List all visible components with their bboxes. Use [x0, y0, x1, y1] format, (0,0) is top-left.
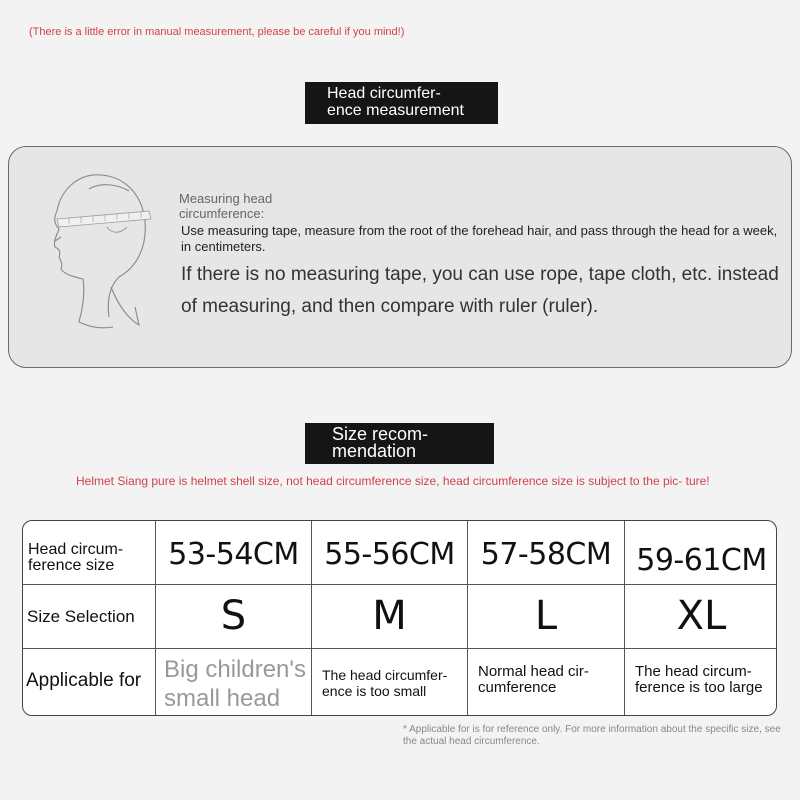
table-cell — [467, 521, 624, 584]
applicable-text: Big children's small head — [164, 656, 306, 712]
applicable-text: Normal head cir- cumference — [478, 663, 589, 696]
applicable-text: The head circum- ference is too large — [635, 663, 763, 696]
table-cell — [467, 649, 624, 716]
table-row — [23, 648, 776, 716]
table-cell — [624, 649, 777, 716]
size-letter: XL — [676, 593, 727, 639]
table-row — [23, 584, 776, 649]
footnote: * Applicable for is for reference only. For more information about the specific size, see the actual head circumference. — [403, 724, 781, 747]
table-cell — [467, 585, 624, 649]
banner-line: mendation — [332, 441, 417, 461]
size-section-banner — [305, 423, 494, 464]
table-cell — [311, 521, 467, 584]
head-range: 55-56CM — [324, 537, 455, 572]
table-cell — [155, 585, 311, 649]
row-label: Head circum- ference size — [28, 541, 124, 574]
table-cell — [23, 585, 155, 649]
size-letter: M — [372, 593, 407, 639]
table-row — [23, 521, 776, 584]
row-label: Applicable for — [26, 670, 142, 691]
row-label: Size Selection — [27, 607, 135, 626]
measurement-section-banner — [305, 82, 498, 124]
measure-title-line: circumference: — [179, 206, 265, 221]
head-range: 57-58CM — [480, 537, 612, 572]
measure-title-line: Measuring head — [179, 191, 273, 206]
applicable-text: The head circumfer- ence is too small — [322, 667, 448, 699]
table-cell — [311, 649, 467, 716]
banner-line: Head circumfer- — [327, 85, 441, 102]
table-cell — [23, 649, 155, 716]
head-range: 53-54CM — [168, 537, 299, 572]
size-letter: L — [534, 593, 558, 639]
size-note: Helmet Siang pure is helmet shell size, not head circumference size, head circumference size is subject to the pic- ture! — [76, 474, 710, 488]
table-cell — [155, 649, 311, 716]
banner-line: ence measurement — [327, 102, 464, 119]
table-cell — [23, 521, 155, 584]
table-cell — [311, 585, 467, 649]
table-cell — [624, 521, 777, 584]
size-letter: S — [220, 593, 247, 639]
measure-alternative: If there is no measuring tape, you can use rope, tape cloth, etc. instead of measuring, and then compare with ruler (ruler). — [181, 264, 779, 317]
measurement-instructions-panel — [8, 146, 792, 368]
size-table — [22, 520, 777, 716]
measure-title — [179, 191, 299, 221]
measure-instruction: Use measuring tape, measure from the root of the forehead hair, and pass through the head for a week, in centimeters. — [181, 223, 778, 254]
table-cell — [155, 521, 311, 584]
head-profile-illustration — [49, 167, 159, 337]
head-range: 59-61CM — [636, 543, 767, 578]
banner-line: Size recom- — [332, 424, 429, 444]
table-cell — [624, 585, 777, 649]
top-warning-note: (There is a little error in manual measurement, please be careful if you mind!) — [29, 26, 405, 38]
